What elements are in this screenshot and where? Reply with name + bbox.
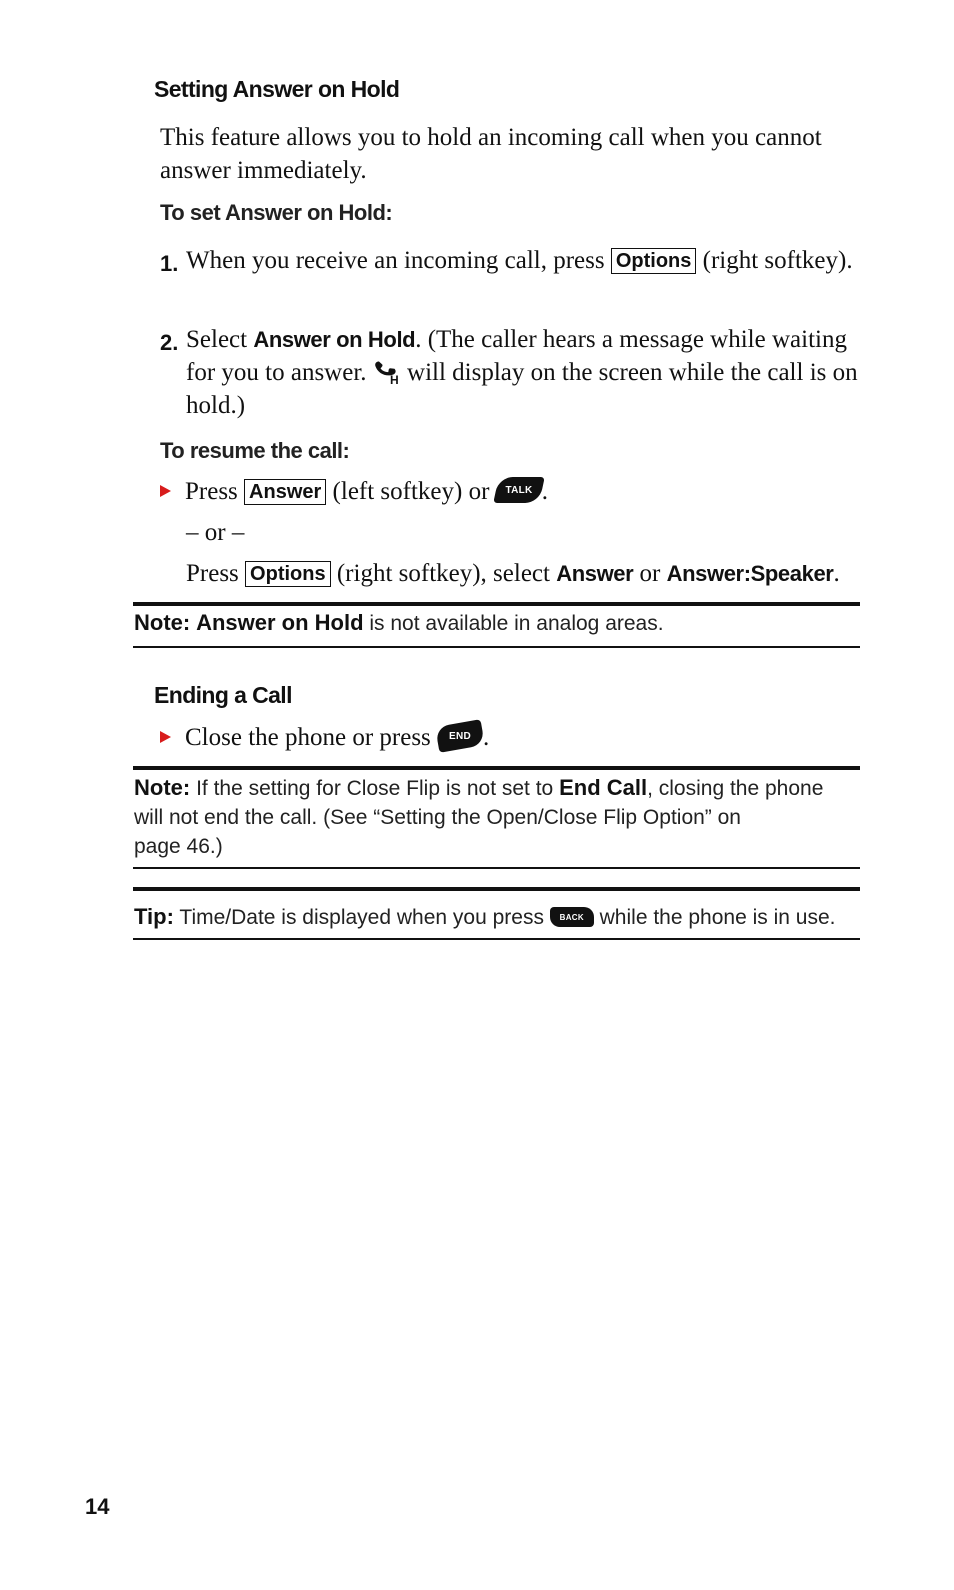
step-2 xyxy=(160,323,860,422)
note-bottom-rule xyxy=(133,646,860,648)
page-number: 14 xyxy=(85,1494,110,1519)
tip-time-date: Tip: Time/Date is displayed when you press BACK while the phone is in use. xyxy=(134,904,836,929)
note-top-rule xyxy=(133,602,860,606)
tip-top-rule xyxy=(133,887,860,891)
step-text: When you receive an incoming call, press Options (right softkey). xyxy=(186,247,853,274)
resume-bullet: Press Answer (left softkey) or TALK . xyxy=(160,475,880,508)
options-softkey-label: Options xyxy=(245,561,331,587)
menu-item-answer-on-hold: Answer on Hold xyxy=(253,327,416,352)
note-close-flip: Note: If the setting for Close Flip is not set to End Call, closing the phone will not end the call. (See “Setting the Open/Close Flip Option” on page 46.) xyxy=(134,775,824,858)
step-number: 1. xyxy=(160,251,179,276)
note-analog-areas: Note: Answer on Hold is not available in analog areas. xyxy=(134,610,664,635)
subheading-resume-call: To resume the call: xyxy=(160,438,350,463)
talk-key-icon: TALK xyxy=(493,477,545,503)
intro-paragraph: This feature allows you to hold an incoming call when you cannot answer immediately. xyxy=(160,124,822,184)
resume-alternative: Press Options (right softkey), select Answer or Answer:Speaker. xyxy=(186,560,840,587)
hold-call-icon xyxy=(373,357,401,385)
menu-item-answer-speaker: Answer:Speaker xyxy=(666,561,834,586)
step-1 xyxy=(160,244,860,277)
back-key-icon: BACK xyxy=(550,907,594,927)
bullet-triangle-icon xyxy=(160,731,171,743)
or-separator: – or – xyxy=(186,519,245,546)
menu-item-answer: Answer xyxy=(556,561,634,586)
end-call-bullet: Close the phone or press END . xyxy=(160,721,880,754)
section-heading-ending-a-call: Ending a Call xyxy=(154,682,292,708)
note-bottom-rule xyxy=(133,867,860,869)
note-top-rule xyxy=(133,766,860,770)
section-heading-answer-on-hold: Setting Answer on Hold xyxy=(154,76,400,102)
bullet-triangle-icon xyxy=(160,485,171,497)
step-text: Select Answer on Hold. (The caller hears a message while waiting for you to answer. H will display on the screen while the call is on hold.) xyxy=(186,326,858,419)
end-key-icon: END xyxy=(435,719,485,753)
svg-text:H: H xyxy=(389,373,399,385)
subheading-set-answer-on-hold: To set Answer on Hold: xyxy=(160,200,393,225)
options-softkey-label: Options xyxy=(611,248,697,274)
answer-softkey-label: Answer xyxy=(244,479,326,505)
tip-bottom-rule xyxy=(133,938,860,940)
step-number: 2. xyxy=(160,330,179,355)
